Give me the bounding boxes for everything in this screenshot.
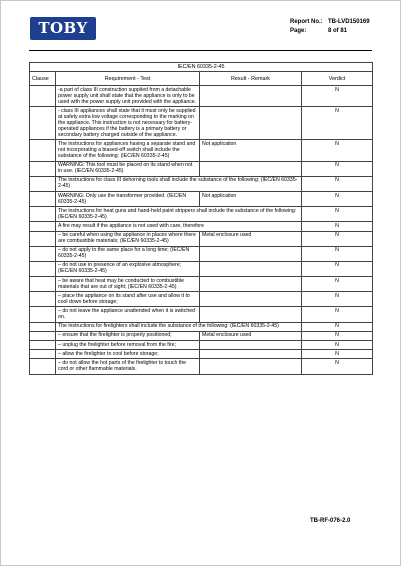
requirement-cell: – be aware that heat may be conducted to combustible materials that are out of sight; (IEC/EN 60335-2-45) — [56, 277, 200, 292]
col-header-requirement: Requirement - Test — [56, 72, 200, 86]
clause-cell — [30, 222, 56, 231]
verdict-cell: N — [302, 350, 373, 359]
verdict-cell: N — [302, 222, 373, 231]
requirement-cell: - class III appliances shall state that it must only be supplied at safety extra low voltage corresponding to the marking on the appliance. This instruction is not necessary for battery-operated appliances if the battery is a primary battery or secondary battery charged outside of the appliance. — [56, 107, 200, 140]
verdict-cell: N — [302, 261, 373, 276]
verdict-cell: N — [302, 207, 373, 222]
table-row — [30, 107, 373, 140]
requirement-cell: – do not allow the hot parts of the firelighter to touch the cord or other flammable materials. — [56, 359, 200, 374]
report-number-value: TB-LVD150169 — [328, 19, 370, 25]
verdict-cell: N — [302, 107, 373, 140]
verdict-cell: N — [302, 161, 373, 176]
table-row — [30, 322, 373, 331]
table-row — [30, 207, 373, 222]
requirements-table — [29, 62, 373, 375]
clause-cell — [30, 350, 56, 359]
requirement-cell: – unplug the firelighter before removal from the fire; — [56, 341, 200, 350]
verdict-cell: N — [302, 292, 373, 307]
col-header-clause: Clause — [30, 72, 56, 86]
clause-cell — [30, 359, 56, 374]
header-row — [30, 72, 373, 86]
requirement-cell: – allow the firelighter to cool before storage; — [56, 350, 200, 359]
verdict-cell: N — [302, 140, 373, 161]
requirement-cell: – place the appliance on its stand after use and allow it to cool down before storage; — [56, 292, 200, 307]
verdict-cell: N — [302, 341, 373, 350]
table-row — [30, 341, 373, 350]
requirement-cell: The instructions for class III dehorning tools shall include the substance of the following: (IEC/EN 60335-2-45) — [56, 176, 302, 191]
header-divider — [29, 50, 372, 51]
requirement-cell: – ensure that the firelighter is properly positioned; — [56, 331, 200, 340]
clause-cell — [30, 341, 56, 350]
result-cell — [200, 107, 302, 140]
table-row — [30, 350, 373, 359]
result-cell — [200, 246, 302, 261]
result-cell: Not application — [200, 191, 302, 206]
page-number — [290, 28, 347, 35]
clause-cell — [30, 140, 56, 161]
table-row — [30, 140, 373, 161]
clause-cell — [30, 261, 56, 276]
table-body — [30, 63, 373, 375]
table-row — [30, 331, 373, 340]
table-row — [30, 222, 373, 231]
result-cell — [200, 359, 302, 374]
verdict-cell: N — [302, 331, 373, 340]
table-row — [30, 359, 373, 374]
requirement-cell: -a part of class III construction supplied from a detachable power supply unit shall state that the appliance is only to be used with the power supply unit provided with the appliance. — [56, 86, 200, 107]
result-cell — [200, 86, 302, 107]
verdict-cell: N — [302, 231, 373, 246]
requirement-cell: The instructions for heat guns and hand-held paint strippers shall include the substance of the following: (IEC/EN 60335-2-45) — [56, 207, 302, 222]
requirement-cell: The instructions for appliances having a separate stand and not incorporating a biased-off switch shall include the substance of the following: (IEC/EN 60335-2-45) — [56, 140, 200, 161]
clause-cell — [30, 191, 56, 206]
result-cell — [200, 161, 302, 176]
clause-cell — [30, 231, 56, 246]
requirement-cell: – do not leave the appliance unattended when it is switched on. — [56, 307, 200, 322]
report-number-label: Report No.: — [290, 19, 323, 25]
verdict-cell: N — [302, 307, 373, 322]
result-cell — [200, 341, 302, 350]
clause-cell — [30, 307, 56, 322]
requirement-cell: WARNING: This tool must be placed on its stand when not in use. (IEC/EN 60335-2-45) — [56, 161, 200, 176]
page-number-label: Page: — [290, 28, 307, 34]
verdict-cell: N — [302, 86, 373, 107]
requirement-cell: – be careful when using the appliance in places where there are combustible materials; (IEC/EN 60335-2-45) — [56, 231, 200, 246]
clause-cell — [30, 277, 56, 292]
clause-cell — [30, 161, 56, 176]
clause-cell — [30, 322, 56, 331]
result-cell: Metal enclosure used — [200, 231, 302, 246]
result-cell: Metal enclosure used — [200, 331, 302, 340]
table-row — [30, 261, 373, 276]
result-cell — [200, 277, 302, 292]
requirement-cell: – do not apply to the same place for a long time; (IEC/EN 60335-2-45) — [56, 246, 200, 261]
requirement-cell: The instructions for firelighters shall include the substance of the following: (IEC/EN 60335-2-45) — [56, 322, 302, 331]
form-code: TB-RF-076-2.0 — [310, 518, 351, 524]
clause-cell — [30, 292, 56, 307]
clause-cell — [30, 331, 56, 340]
result-cell — [200, 307, 302, 322]
verdict-cell: N — [302, 176, 373, 191]
table-row — [30, 246, 373, 261]
standard-title: IEC/EN 60335-2-45 — [30, 63, 373, 72]
page-number-value: 8 of 81 — [328, 28, 348, 34]
requirement-cell: – do not use in presence of an explosive atmosphere; (IEC/EN 60335-2-45) — [56, 261, 200, 276]
clause-cell — [30, 176, 56, 191]
table-row — [30, 176, 373, 191]
clause-cell — [30, 207, 56, 222]
requirement-cell: A fire may result if the appliance is not used with care, therefore — [56, 222, 302, 231]
toby-logo: TOBY — [30, 17, 96, 40]
table-row — [30, 307, 373, 322]
report-number — [290, 19, 370, 26]
verdict-cell: N — [302, 246, 373, 261]
result-cell: Not application — [200, 140, 302, 161]
verdict-cell: N — [302, 191, 373, 206]
table-row — [30, 231, 373, 246]
table-row — [30, 292, 373, 307]
verdict-cell: N — [302, 277, 373, 292]
clause-cell — [30, 107, 56, 140]
table-row — [30, 161, 373, 176]
result-cell — [200, 350, 302, 359]
table-row — [30, 277, 373, 292]
requirement-cell: WARNING: Only use the transformer provided. (IEC/EN 60335-2-45) — [56, 191, 200, 206]
verdict-cell: N — [302, 359, 373, 374]
result-cell — [200, 261, 302, 276]
table-row — [30, 86, 373, 107]
verdict-cell: N — [302, 322, 373, 331]
standard-row — [30, 63, 373, 72]
clause-cell — [30, 246, 56, 261]
col-header-result: Result - Remark — [200, 72, 302, 86]
col-header-verdict: Verdict — [302, 72, 373, 86]
table-row — [30, 191, 373, 206]
result-cell — [200, 292, 302, 307]
clause-cell — [30, 86, 56, 107]
